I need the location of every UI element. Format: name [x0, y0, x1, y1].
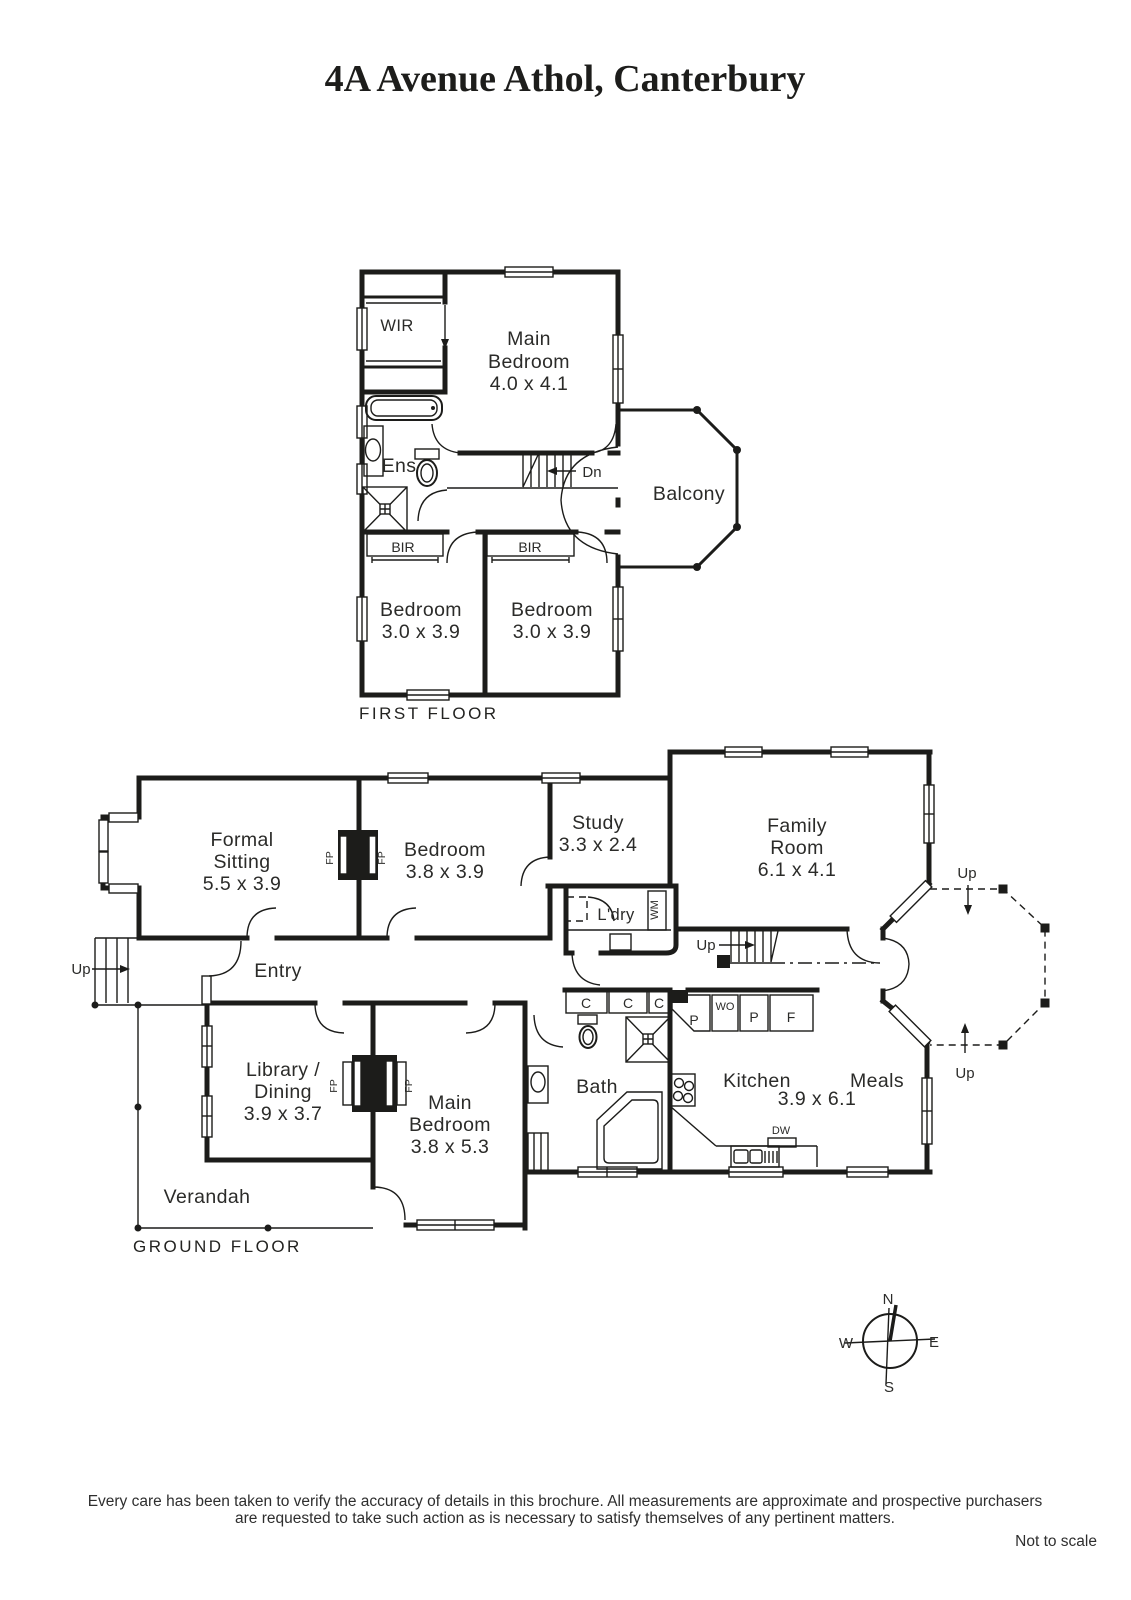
- ground-floor-stairs: [717, 931, 880, 968]
- compass-north: N: [882, 1291, 894, 1308]
- label-study: Study: [572, 812, 624, 834]
- label-pantry-1: P: [689, 1012, 699, 1028]
- label-up-deck-south: Up: [955, 1065, 975, 1082]
- disclaimer: [88, 1493, 1097, 1550]
- disclaimer-line1: Every care has been taken to verify the accuracy of details in this brochure. All measurements are approximate and prospective purchasers: [87, 1493, 1043, 1510]
- label-stairs-down: Dn: [582, 464, 602, 481]
- label-main-bedroom-1: Main: [507, 328, 551, 350]
- compass-west: W: [838, 1335, 854, 1352]
- label-ensuite: Ens: [381, 455, 417, 477]
- label-verandah: Verandah: [163, 1186, 251, 1208]
- label-dishwasher: DW: [771, 1125, 791, 1137]
- label-kitchen-dims: 3.9 x 6.1: [777, 1088, 857, 1110]
- compass-rose: [839, 1291, 939, 1396]
- label-cupboard-1: C: [580, 995, 592, 1011]
- label-gf-bedroom: Bedroom: [404, 839, 486, 861]
- label-kitchen: Kitchen: [723, 1070, 791, 1092]
- label-entry: Entry: [254, 960, 302, 982]
- compass-south: S: [883, 1379, 895, 1396]
- label-wall-oven: WO: [715, 1001, 735, 1013]
- compass-east: E: [928, 1334, 940, 1351]
- page-title: 4A Avenue Athol, Canterbury: [324, 58, 806, 100]
- label-formal-sitting-dims: 5.5 x 3.9: [202, 873, 282, 895]
- label-fp1-left: FP: [324, 851, 336, 865]
- label-bir-right: BIR: [518, 539, 542, 555]
- label-gf-main-bedroom-1: Main: [428, 1092, 472, 1114]
- label-main-bedroom-dims: 4.0 x 4.1: [489, 373, 569, 395]
- label-library-2: Dining: [254, 1081, 312, 1103]
- label-up-deck-north: Up: [957, 865, 977, 882]
- label-bedroom3: Bedroom: [511, 599, 593, 621]
- label-bedroom2-dims: 3.0 x 3.9: [381, 621, 461, 643]
- ground-floor-caption: GROUND FLOOR: [133, 1237, 302, 1256]
- disclaimer-line2: are requested to take such action as is necessary to satisfy themselves of any pertinent matters.: [235, 1510, 895, 1527]
- label-gf-main-bedroom-dims: 3.8 x 5.3: [410, 1136, 490, 1158]
- label-fridge: F: [786, 1009, 796, 1025]
- label-meals: Meals: [849, 1070, 905, 1092]
- label-family-room-1: Family: [767, 815, 827, 837]
- front-steps: [92, 938, 139, 1003]
- label-laundry: L'dry: [597, 906, 635, 924]
- label-library-1: Library /: [245, 1059, 321, 1081]
- fireplace-formal-sitting: [338, 830, 378, 880]
- label-up-stairs: Up: [696, 937, 716, 954]
- bathtub: [366, 396, 442, 420]
- label-gf-main-bedroom-2: Bedroom: [409, 1114, 491, 1136]
- ground-floor: [71, 747, 1049, 1256]
- first-floor-caption: FIRST FLOOR: [359, 704, 499, 723]
- label-fp1-right: FP: [376, 851, 388, 865]
- toilet: [415, 449, 439, 486]
- label-cupboard-2: C: [622, 995, 634, 1011]
- shower: [363, 487, 407, 532]
- label-family-room-dims: 6.1 x 4.1: [757, 859, 837, 881]
- label-fp2-right: FP: [403, 1079, 415, 1093]
- label-study-dims: 3.3 x 2.4: [558, 834, 638, 856]
- label-formal-sitting-2: Sitting: [213, 851, 271, 873]
- label-family-room-2: Room: [770, 837, 824, 859]
- first-floor: [357, 267, 741, 723]
- rear-deck-boundary: [930, 885, 1050, 1054]
- label-washing-machine: WM: [649, 900, 661, 920]
- label-main-bedroom-2: Bedroom: [488, 351, 570, 373]
- label-bath: Bath: [576, 1076, 618, 1098]
- label-cupboard-3: C: [653, 995, 665, 1011]
- label-wir: WIR: [380, 317, 414, 335]
- label-bedroom3-dims: 3.0 x 3.9: [512, 621, 592, 643]
- label-fp2-left: FP: [328, 1079, 340, 1093]
- label-pantry-2: P: [749, 1009, 759, 1025]
- label-bedroom2: Bedroom: [380, 599, 462, 621]
- label-up-front: Up: [71, 961, 91, 978]
- label-balcony: Balcony: [652, 483, 726, 505]
- label-gf-bedroom-dims: 3.8 x 3.9: [405, 861, 485, 883]
- ground-floor-doors: [209, 857, 909, 1220]
- label-bir-left: BIR: [391, 539, 415, 555]
- label-library-dims: 3.9 x 3.7: [243, 1103, 323, 1125]
- label-formal-sitting-1: Formal: [210, 829, 274, 851]
- not-to-scale: Not to scale: [1015, 1533, 1097, 1550]
- fireplace-library: [343, 1055, 406, 1112]
